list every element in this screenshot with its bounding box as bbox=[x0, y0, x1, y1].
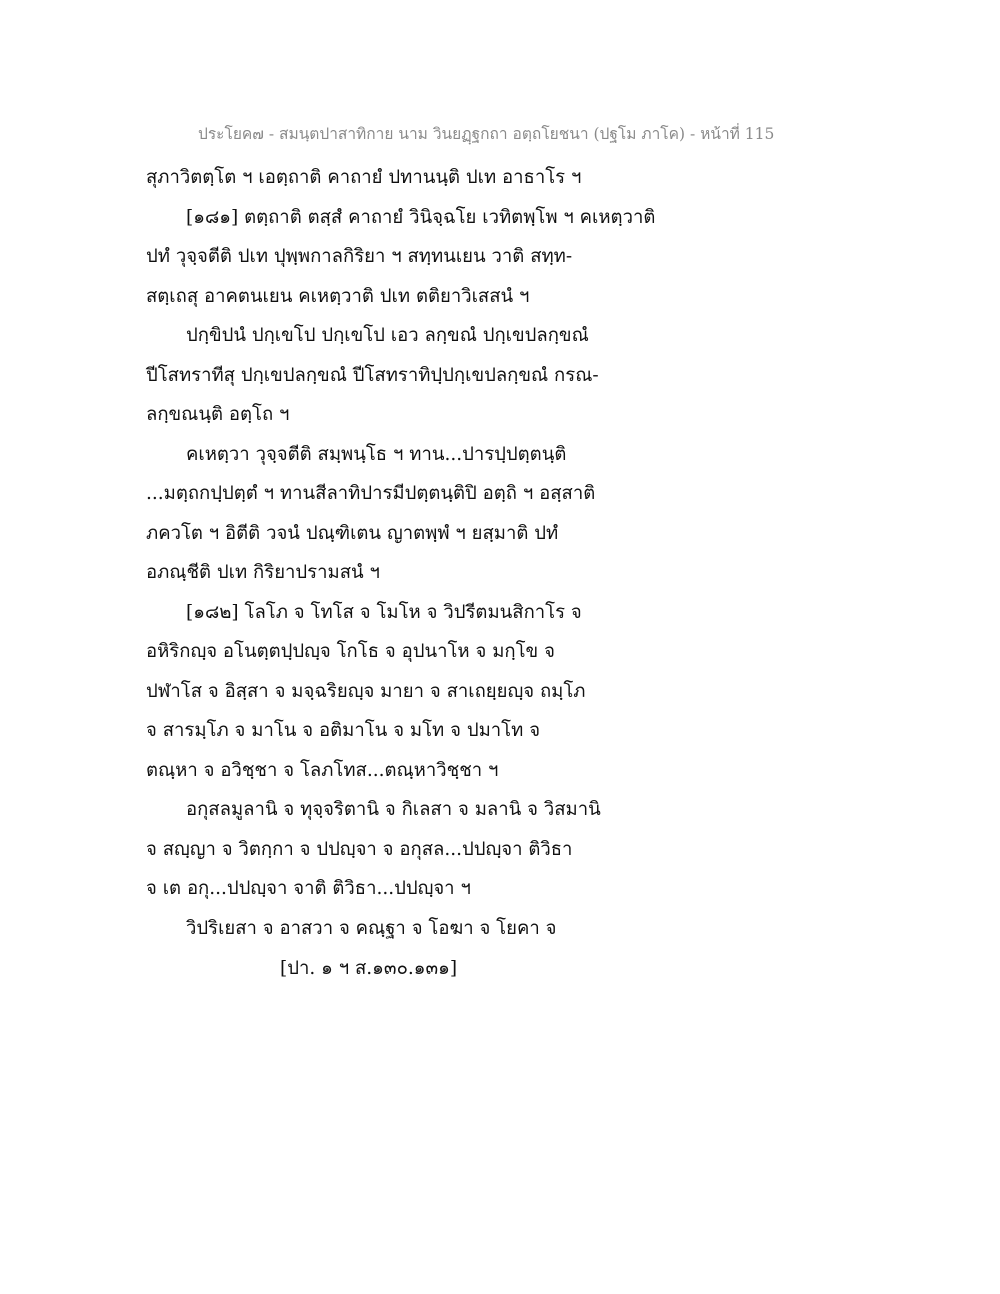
text-line: วิปริเยสา จ อาสวา จ คณฺฐา จ โอฆา จ โยคา จ bbox=[186, 917, 557, 939]
text-line: ปทํ วุจฺจตีติ ปเท ปุพฺพกาลกิริยา ฯ สทฺทนเยน วาติ สทฺท- bbox=[146, 246, 573, 267]
page-header: ประโยค๗ - สมนฺตปาสาทิกาย นาม วินยฏฺฐกถา อตฺถโยชนา (ปฐโม ภาโค) - หน้าที่ 115 bbox=[198, 125, 775, 143]
text-line: อกุสลมูลานิ จ ทุจฺจริตานิ จ กิเลสา จ มลานิ จ วิสมานิ bbox=[186, 799, 601, 820]
page-reference: [ปา. ๑ ฯ ส.๑๓๐.๑๓๑] bbox=[280, 958, 458, 979]
text-line: จ สญฺญา จ วิตกฺกา จ ปปญฺจา จ อกุสล...ปปญฺจา ติวิธา bbox=[146, 838, 573, 860]
text-line: [๑๘๒] โลโภ จ โทโส จ โมโห จ วิปรีตมนสิกาโร จ bbox=[186, 601, 582, 623]
text-line: อภณฺชีติ ปเท กิริยาปรามสนํ ฯ bbox=[146, 562, 380, 583]
text-line: คเหตฺวา วุจฺจตีติ สมฺพนฺโธ ฯ ทาน...ปารปฺปตฺตนฺติ bbox=[186, 443, 567, 465]
text-line: สุภาวิตตฺโต ฯ เอตฺถาติ คาถายํ ปทานนฺติ ปเท อาธาโร ฯ bbox=[146, 167, 582, 188]
text-line: สตฺเถสุ อาคตนเยน คเหตฺวาติ ปเท ตติยาวิเสสนํ ฯ bbox=[146, 285, 530, 307]
text-line: [๑๘๑] ตตฺถาติ ตสฺสํ คาถายํ วินิจฺฉโย เวทิตพฺโพ ฯ คเหตฺวาติ bbox=[186, 206, 656, 228]
text-line: ปีโสทราทีสุ ปกฺเขปลกฺขณํ ปีโสทราทิปฺปกฺเขปลกฺขณํ กรณ- bbox=[146, 364, 599, 386]
text-line: ...มตฺถกปฺปตฺตํ ฯ ทานสีลาทิปารมีปตฺตนฺติปิ อตฺถิ ฯ อสฺสาติ bbox=[146, 483, 596, 504]
text-line: จ สารมฺโภ จ มาโน จ อติมาโน จ มโท จ ปมาโท จ bbox=[146, 720, 541, 741]
text-line: อหิริกญฺจ อโนตฺตปฺปญฺจ โกโธ จ อุปนาโห จ มกฺโข จ bbox=[146, 641, 555, 662]
body-text bbox=[146, 158, 656, 948]
text-line: ปฬาโส จ อิสฺสา จ มจฺฉริยญฺจ มายา จ สาเถยฺยญฺจ ถมฺโภ bbox=[146, 680, 586, 702]
text-line: ปกฺขิปนํ ปกฺเขโป ปกฺเขโป เอว ลกฺขณํ ปกฺเขปลกฺขณํ bbox=[186, 325, 589, 346]
text-line: จ เต อกุ...ปปญฺจา จาติ ติวิธา...ปปญฺจา ฯ bbox=[146, 878, 471, 899]
text-line: ตณฺหา จ อวิชฺชา จ โลภโทส...ตณฺหาวิชฺชา ฯ bbox=[146, 759, 499, 781]
text-line: ลกฺขณนฺติ อตฺโถ ฯ bbox=[146, 404, 290, 425]
text-line: ภควโต ฯ อิตีติ วจนํ ปณฺฑิเตน ญาตพฺพํ ฯ ยสฺมาติ ปทํ bbox=[146, 522, 559, 544]
